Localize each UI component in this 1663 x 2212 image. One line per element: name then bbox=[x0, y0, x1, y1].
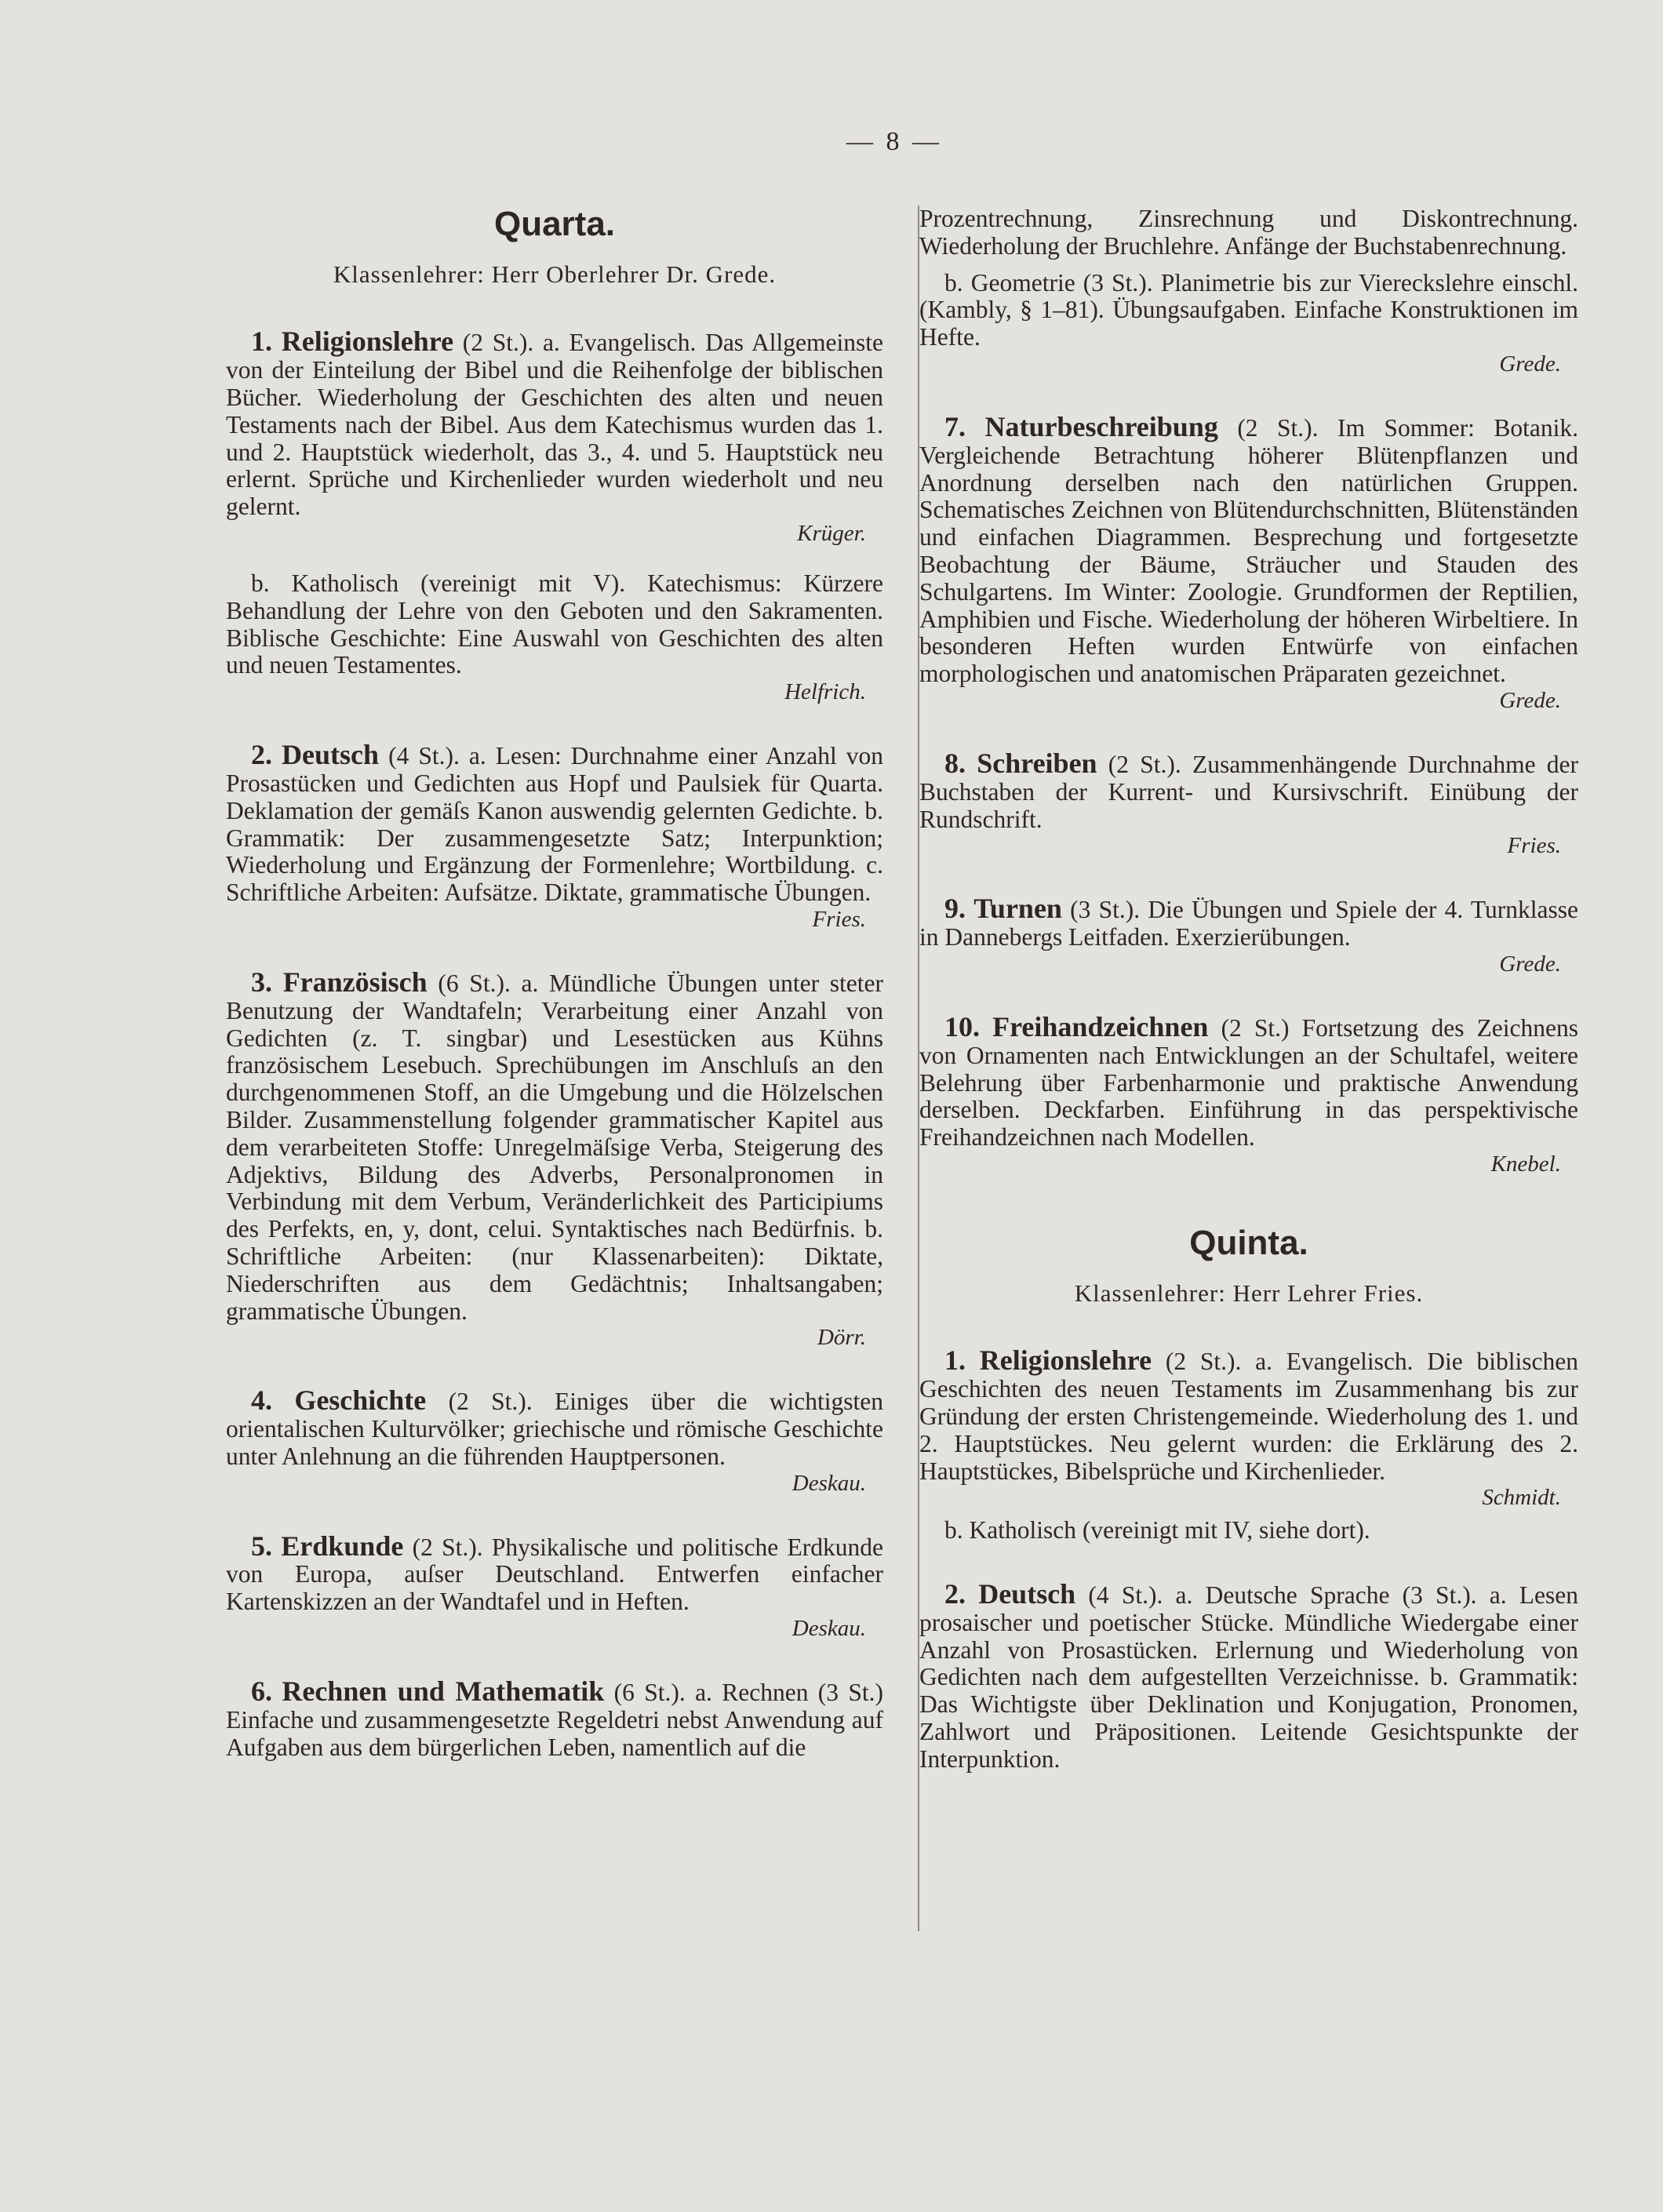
page-number: — 8 — bbox=[846, 127, 942, 156]
section-author: Helfrich. bbox=[784, 679, 866, 705]
section-subject: Religionslehre bbox=[281, 326, 454, 358]
section-paragraph bbox=[919, 1344, 1579, 1485]
section-text: (3 St.). Die Übungen und Spiele der 4. Turnklasse in Dannebergs Leitfaden. Exerzierübungen. bbox=[919, 896, 1578, 951]
quarta-section-rechnen-continued bbox=[919, 206, 1578, 260]
section-paragraph bbox=[226, 1675, 884, 1761]
section-subject: Schreiben bbox=[977, 747, 1097, 779]
section-number: 1. bbox=[944, 1344, 966, 1377]
section-number: 2. bbox=[944, 1578, 966, 1610]
section-subject: Freihandzeichnen bbox=[992, 1010, 1209, 1042]
quinta-section-deutsch bbox=[919, 1578, 1579, 1774]
section-author: Schmidt. bbox=[1482, 1485, 1561, 1511]
right-column bbox=[919, 206, 1578, 1810]
section-text: Prozentrechnung, Zinsrechnung und Diskontrechnung. Wiederholung der Bruchlehre. Anfänge der Buchstabenrechnung. bbox=[919, 205, 1578, 260]
quarta-section-schreiben bbox=[919, 747, 1578, 859]
section-text: (2 St.) Fortsetzung des Zeichnens von Ornamenten nach Entwicklungen an der Schultafel, weitere Belehrung über Farbenharmonie und praktische Anwendung derselben. Deckfarben. Einführung in das perspektivische Freihandzeichnen nach Modellen. bbox=[919, 1013, 1579, 1151]
section-paragraph bbox=[226, 966, 883, 1325]
section-paragraph bbox=[919, 895, 1578, 951]
section-number: 8. bbox=[944, 747, 966, 779]
section-number: 4. bbox=[251, 1384, 272, 1417]
section-text: b. Geometrie (3 St.). Planimetrie bis zur Viereckslehre einschl. (Kambly, § 1–81). Übungsaufgaben. Einfache Konstruktionen im Hefte. bbox=[919, 268, 1578, 351]
section-author: Krüger. bbox=[797, 520, 866, 546]
quinta-section-religion-catholic bbox=[919, 1517, 1578, 1544]
section-paragraph bbox=[226, 741, 883, 907]
quarta-section-geometrie bbox=[919, 270, 1578, 377]
section-author: Deskau. bbox=[791, 1616, 866, 1642]
section-paragraph bbox=[226, 1384, 884, 1470]
section-number: 1. bbox=[251, 326, 272, 358]
section-paragraph bbox=[919, 270, 1578, 351]
section-text: (4 St.). a. Lesen: Durchnahme einer Anzahl von Prosastücken und Gedichten aus Hopf und Paulsiek für Quarta. Deklamation der gemäſs Kanon auswendig gelernten Gedichte. b. Grammatik: Der zusammengesetzte Satz; Interpunktion; Wiederholung und Ergänzung der Formenlehre; Wortbildung. c. Schriftliche Arbeiten: Aufsätze. Diktate, grammatische Übungen. bbox=[226, 742, 884, 907]
section-subject: Geschichte bbox=[294, 1384, 427, 1417]
section-text: b. Katholisch (vereinigt mit V). Katechismus: Kürzere Behandlung der Lehre von den Geboten und den Sakramenten. Biblische Geschichte: Eine Auswahl von Geschichten des alten und neuen Testamentes. bbox=[226, 569, 883, 679]
section-number: 5. bbox=[251, 1530, 272, 1562]
quarta-section-erdkunde bbox=[226, 1530, 883, 1642]
section-text: (2 St.). Einiges über die wichtigsten orientalischen Kulturvölker; griechische und römische Geschichte unter Anlehnung an die führenden Hauptpersonen. bbox=[226, 1388, 884, 1470]
class-heading-quarta: Quarta. bbox=[493, 205, 616, 243]
section-text: (4 St.). a. Deutsche Sprache (3 St.). a. Lesen prosaischer und poetischer Stücke. Mündliche Wiedergabe einer Anzahl von Prosastücken. Erlernung und Wiederholung von Gedichten nach dem aufgestellten Verzeichnisse. b. Grammatik: Das Wichtigste über Deklination und Konjugation, Pronomen, Zahlwort und Präpositionen. Leitende Gesichtspunkte der Interpunktion. bbox=[919, 1581, 1579, 1773]
section-number: 7. bbox=[944, 410, 966, 442]
class-teacher-quinta: Klassenlehrer: Herr Lehrer Fries. bbox=[1074, 1279, 1424, 1308]
section-number: 6. bbox=[251, 1675, 272, 1708]
section-author: Deskau. bbox=[791, 1470, 866, 1496]
section-author: Grede. bbox=[1499, 687, 1561, 713]
section-author: Fries. bbox=[1507, 833, 1561, 859]
section-subject: Rechnen und Mathematik bbox=[282, 1675, 605, 1708]
section-author: Grede. bbox=[1499, 351, 1561, 377]
section-number: 10. bbox=[944, 1010, 980, 1042]
section-text: (6 St.). a. Mündliche Übungen unter steter Benutzung der Wandtafeln; Verarbeitung einer Anzahl von Gedichten (z. T. singbar) und Lesestücken aus Kühns französischem Lesebuch. Sprechübungen im Anschluſs an den durchgenommenen Stoff, an die Umgebung und die Hölzelschen Bilder. Zusammenstellung folgender grammatischer Kapitel aus dem verarbeiteten Stoffe: Unregelmäſsige Verba, Steigerung des Adjektivs, Bildung des Adverbs, Personalpronomen in Verbindung mit dem Verbum, Veränderlichkeit des Participiums des Perfekts, en, y, dont, celui. Syntaktisches nach Bedürfnis. b. Schriftliche Arbeiten: (nur Klassenarbeiten): Diktate, Niederschriften aus dem Gedächtnis; Inhaltsangaben; grammatische Übungen. bbox=[226, 969, 883, 1325]
section-text: (6 St.). a. Rechnen (3 St.) Einfache und zusammengesetzte Regeldetri nebst Anwendung auf Aufgaben aus dem bürgerlichen Leben, namentlich auf die bbox=[226, 1679, 884, 1761]
class-teacher-quarta: Klassenlehrer: Herr Oberlehrer Dr. Grede. bbox=[333, 260, 777, 289]
section-paragraph bbox=[226, 570, 883, 679]
quarta-section-geschichte bbox=[226, 1384, 884, 1496]
section-text: b. Katholisch (vereinigt mit IV, siehe dort). bbox=[944, 1516, 1370, 1544]
section-paragraph bbox=[919, 1578, 1579, 1774]
section-text: (2 St.). Physikalische und politische Erdkunde von Europa, auſser Deutschland. Entwerfen einfacher Kartenskizzen an der Wandtafel und in Heften. bbox=[226, 1533, 883, 1616]
quinta-section-religion bbox=[919, 1344, 1579, 1511]
left-column bbox=[226, 206, 883, 1797]
section-subject: Erdkunde bbox=[281, 1530, 404, 1562]
section-author: Fries. bbox=[812, 906, 866, 932]
quarta-section-naturbeschreibung bbox=[919, 410, 1579, 714]
section-subject: Deutsch bbox=[282, 739, 380, 771]
section-paragraph bbox=[919, 1517, 1578, 1544]
section-text: (2 St.). Im Sommer: Botanik. Vergleichende Betrachtung höherer Blütenpflanzen und Anordnung derselben nach den natürlichen Gruppen. Schematisches Zeichnen von Blütendurchschnitten, Blütenständen und einfachen Diagrammen. Besprechung und fortgesetzte Beobachtung der Bäume, Sträucher und Stauden des Schulgartens. Im Winter: Zoologie. Grundformen der Reptilien, Amphibien und Fische. Wiederholung der höheren Wirbeltiere. In besonderen Heften wurden Entwürfe von einfachen morphologischen und anatomischen Präparaten gezeichnet. bbox=[919, 413, 1579, 688]
section-number: 2. bbox=[251, 739, 272, 771]
quarta-section-deutsch bbox=[226, 741, 883, 933]
quarta-section-franzoesisch bbox=[226, 966, 883, 1351]
section-subject: Französisch bbox=[282, 966, 428, 998]
section-text: (2 St.). a. Evangelisch. Die biblischen Geschichten des neuen Testaments im Zusammenhang bis zur Gründung der ersten Christengemeinde. Wiederholung des 1. und 2. Hauptstückes. Neu gelernt wurden: die Erklärung des 2. Hauptstückes, Bibelsprüche und Kirchenlieder. bbox=[919, 1348, 1579, 1485]
section-paragraph bbox=[226, 328, 883, 521]
section-text: (2 St.). Zusammenhängende Durchnahme der Buchstaben der Kurrent- und Kursivschrift. Einübung der Rundschrift. bbox=[919, 750, 1578, 833]
quarta-section-rechnen bbox=[226, 1675, 884, 1761]
class-heading-quinta: Quinta. bbox=[1189, 1223, 1308, 1262]
section-paragraph bbox=[919, 1010, 1579, 1151]
section-author: Dörr. bbox=[817, 1325, 866, 1351]
section-subject: Turnen bbox=[973, 893, 1062, 925]
quarta-section-religion bbox=[226, 328, 883, 547]
section-paragraph bbox=[919, 410, 1579, 688]
quarta-section-religion-catholic bbox=[226, 570, 883, 705]
section-subject: Naturbeschreibung bbox=[984, 410, 1218, 442]
section-paragraph bbox=[226, 1530, 883, 1616]
quarta-section-turnen bbox=[919, 895, 1578, 977]
section-number: 3. bbox=[251, 966, 272, 998]
section-text: (2 St.). a. Evangelisch. Das Allgemeinste von der Einteilung der Bibel und die Reihenfolge der biblischen Bücher. Wiederholung der Geschichten des alten und neuen Testaments nach der Bibel. Aus dem Katechismus wurden das 1. und 2. Hauptstück wiederholt, das 3., 4. und 5. Hauptstück neu erlernt. Sprüche und Kirchenlieder wurden wiederholt und neu gelernt. bbox=[226, 329, 883, 521]
section-author: Grede. bbox=[1499, 951, 1561, 977]
section-subject: Religionslehre bbox=[979, 1344, 1152, 1377]
section-paragraph bbox=[919, 747, 1578, 833]
quarta-section-freihandzeichnen bbox=[919, 1010, 1579, 1177]
section-paragraph bbox=[919, 206, 1578, 260]
section-number: 9. bbox=[944, 893, 966, 925]
section-subject: Deutsch bbox=[978, 1578, 1076, 1610]
section-author: Knebel. bbox=[1490, 1151, 1561, 1177]
